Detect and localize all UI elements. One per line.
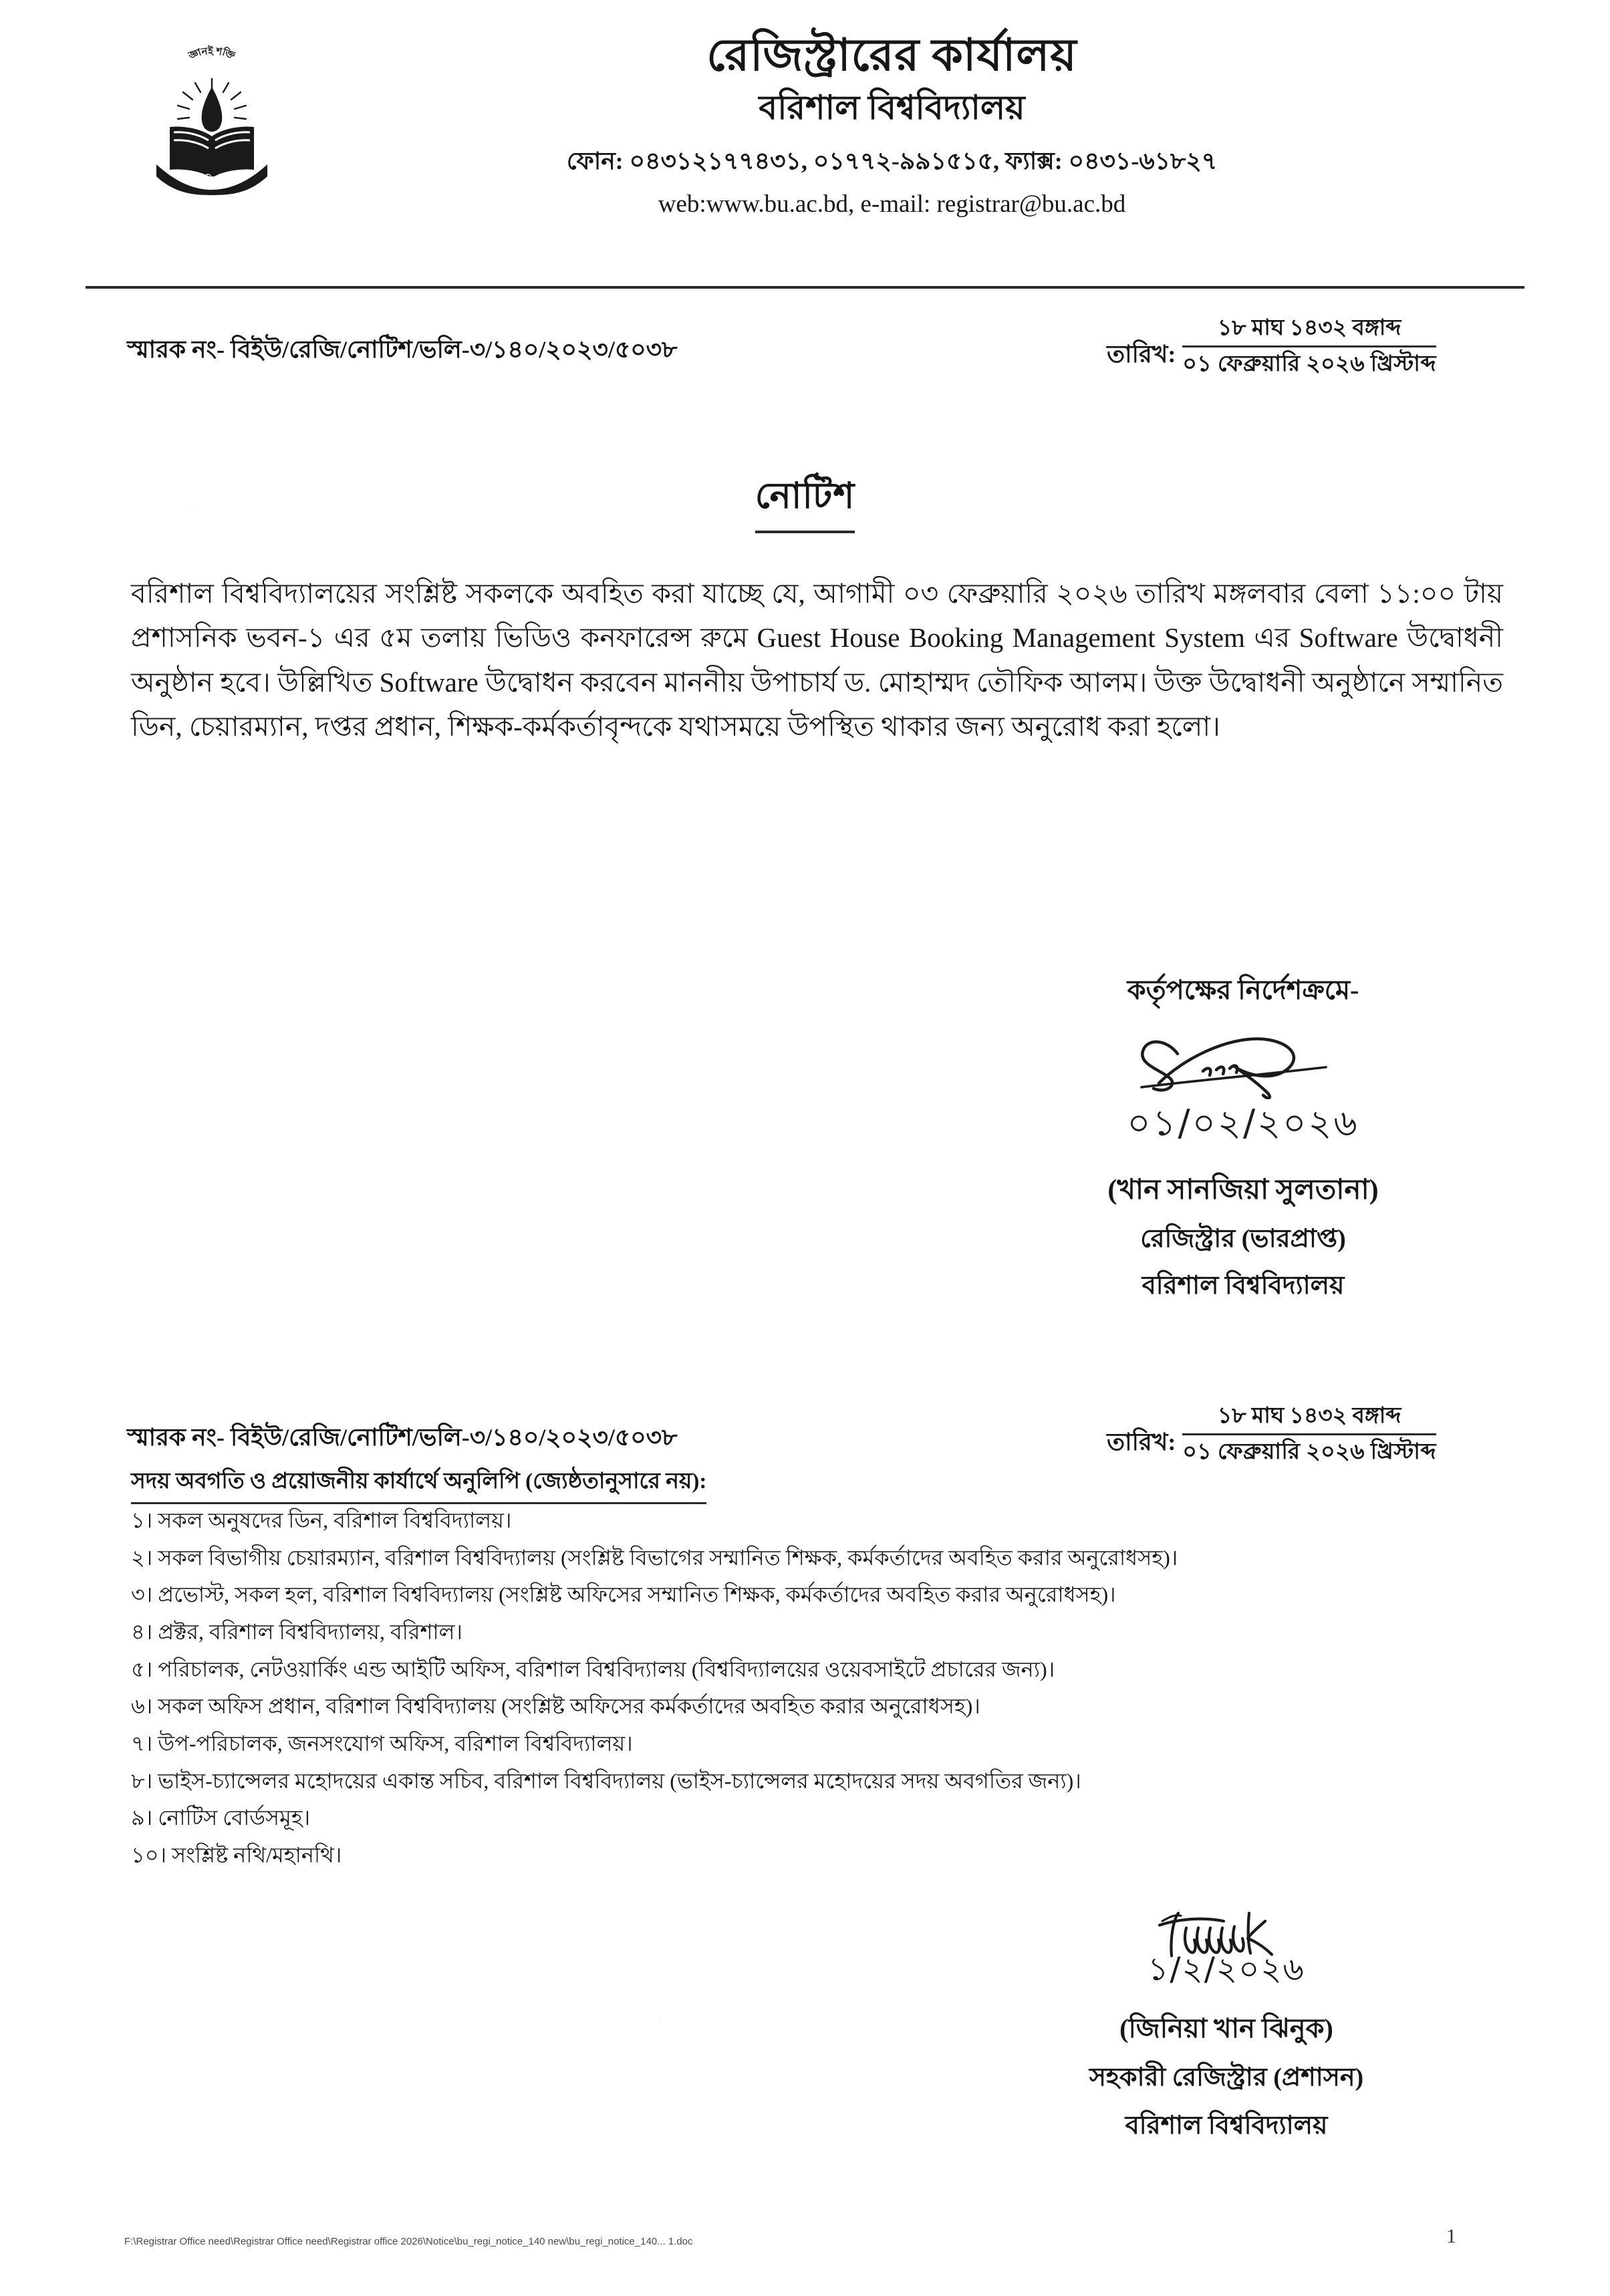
date-label-top: তারিখ: bbox=[1107, 340, 1176, 368]
notice-title-wrap bbox=[0, 468, 1610, 533]
assistant-registrar-organization: বরিশাল বিশ্ববিদ্যালয় bbox=[1125, 2112, 1328, 2140]
assistant-registrar-handwritten-date: ১/২/২০২৬ bbox=[1148, 1951, 1305, 1988]
letterhead-header bbox=[0, 29, 1610, 270]
list-item: ৮। ভাইস-চ্যান্সেলর মহোদয়ের একান্ত সচিব, বরিশাল বিশ্ববিদ্যালয় (ভাইস-চ্যান্সেলর মহোদয়ের সদয় অবগতির জন্য)। bbox=[131, 1768, 1081, 1793]
svg-text:জ্ঞানই শক্তি: জ্ঞানই শক্তি bbox=[187, 46, 237, 62]
memo-number-top: স্মারক নং- বিইউ/রেজি/নোটিশ/ভলি-৩/১৪০/২০২৩/৫০৩৮ bbox=[127, 336, 678, 363]
list-item: ৪। প্রক্টর, বরিশাল বিশ্ববিদ্যালয়, বরিশাল। bbox=[131, 1620, 462, 1644]
date-label-bottom: তারিখ: bbox=[1107, 1428, 1176, 1455]
contact-web-email-line: web:www.bu.ac.bd, e-mail: registrar@bu.ac.bd bbox=[658, 190, 1126, 219]
memo-number-bottom: স্মারক নং- বিইউ/রেজি/নোটিশ/ভলি-৩/১৪০/২০২৩/৫০৩৮ bbox=[127, 1424, 678, 1451]
by-order-of-authority-text: কর্তৃপক্ষের নির্দেশক্রমে- bbox=[1127, 975, 1359, 1005]
registrar-organization: বরিশাল বিশ্ববিদ্যালয় bbox=[1142, 1272, 1345, 1300]
signature-block-assistant-registrar bbox=[962, 1901, 1490, 2148]
letterhead-titles bbox=[254, 29, 1530, 219]
registrar-signature-ink bbox=[989, 1019, 1497, 1099]
header-divider-rule bbox=[86, 286, 1524, 289]
footer-file-path: F:\Registrar Office need\Registrar Office need\Registrar office 2026\Notice\bu_regi_notice_140 new\bu_regi_notice_140... 1.doc bbox=[124, 2236, 693, 2247]
distribution-list bbox=[131, 1502, 1503, 1874]
list-item: ২। সকল বিভাগীয় চেয়ারম্যান, বরিশাল বিশ্ববিদ্যালয় (সংশ্লিষ্ট বিভাগের সম্মানিত শিক্ষক, কর্মকর্তাদের অবহিত করার অনুরোধসহ)। bbox=[131, 1545, 1178, 1570]
date-bengali-bottom: ১৮ মাঘ ১৪৩২ বঙ্গাব্দ bbox=[1182, 1402, 1436, 1435]
contact-phone-line: ফোন: ০৪৩১২১৭৭৪৩১, ০১৭৭২-৯৯১৫১৫, ফ্যাক্স: ০৪৩১-৬১৮২৭ bbox=[566, 148, 1218, 175]
list-item: ১০। সংশ্লিষ্ট নথি/মহানথি। bbox=[131, 1843, 342, 1868]
page-number: 1 bbox=[1446, 2225, 1456, 2247]
date-stack-top bbox=[1182, 314, 1436, 379]
list-item: ১। সকল অনুষদের ডিন, বরিশাল বিশ্ববিদ্যালয়। bbox=[131, 1508, 512, 1532]
date-block-bottom bbox=[1107, 1402, 1436, 1467]
date-stack-bottom bbox=[1182, 1402, 1436, 1467]
assistant-registrar-designation: সহকারী রেজিস্ট্রার (প্রশাসন) bbox=[1089, 2063, 1364, 2092]
list-item: ৭। উপ-পরিচালক, জনসংযোগ অফিস, বরিশাল বিশ্ববিদ্যালয়। bbox=[131, 1731, 633, 1756]
office-title: রেজিস্ট্রারের কার্যালয় bbox=[706, 31, 1077, 80]
assistant-registrar-name: (জিনিয়া খান ঝিনুক) bbox=[1119, 2013, 1333, 2043]
notice-title: নোটিশ bbox=[755, 468, 855, 533]
svg-text:বরিশাল বিশ্ববিদ্যালয়: বরিশাল বিশ্ববিদ্যালয় bbox=[174, 170, 250, 186]
date-bengali-top: ১৮ মাঘ ১৪৩২ বঙ্গাব্দ bbox=[1182, 314, 1436, 347]
list-item: ৯। নোটিস বোর্ডসমূহ। bbox=[131, 1806, 311, 1830]
registrar-designation: রেজিস্ট্রার (ভারপ্রাপ্ত) bbox=[1140, 1225, 1346, 1253]
registrar-handwritten-date: ০১/০২/২০২৬ bbox=[1127, 1102, 1359, 1144]
distribution-list-heading: সদয় অবগতি ও প্রয়োজনীয় কার্যার্থে অনুলিপি (জ্যেষ্ঠতানুসারে নয়): bbox=[131, 1463, 706, 1504]
date-block-top bbox=[1107, 314, 1436, 379]
date-gregorian-bottom: ০১ ফেব্রুয়ারি ২০২৬ খ্রিস্টাব্দ bbox=[1182, 1439, 1436, 1464]
signature-block-registrar bbox=[989, 969, 1497, 1308]
list-item: ৫। পরিচালক, নেটওয়ার্কিং এন্ড আইটি অফিস, বরিশাল বিশ্ববিদ্যালয় (বিশ্ববিদ্যালয়ের ওয়েবসাইটে প্রচারের জন্য)। bbox=[131, 1657, 1055, 1681]
university-name: বরিশাল বিশ্ববিদ্যালয় bbox=[759, 89, 1025, 127]
list-item: ৩। প্রভোস্ট, সকল হল, বরিশাল বিশ্ববিদ্যালয় (সংশ্লিষ্ট অফিসের সম্মানিত শিক্ষক, কর্মকর্তাদের অবহিত করার অনুরোধসহ)। bbox=[131, 1582, 1116, 1607]
date-gregorian-top: ০১ ফেব্রুয়ারি ২০২৬ খ্রিস্টাব্দ bbox=[1182, 351, 1436, 376]
assistant-registrar-signature-ink bbox=[962, 1901, 1490, 1980]
list-item: ৬। সকল অফিস প্রধান, বরিশাল বিশ্ববিদ্যালয় (সংশ্লিষ্ট অফিসের কর্মকর্তাদের অবহিত করার অনুরোধসহ)। bbox=[131, 1694, 980, 1719]
notice-body-paragraph: বরিশাল বিশ্ববিদ্যালয়ের সংশ্লিষ্ট সকলকে অবহিত করা যাচ্ছে যে, আগামী ০৩ ফেব্রুয়ারি ২০২৬ তারিখ মঙ্গলবার বেলা ১১:০০ টায় প্রশাসনিক ভবন-১ এর ৫ম তলায় ভিডিও কনফারেন্স রুমে Guest House Booking Management System এর Software উদ্বোধনী অনুষ্ঠান হবে। উল্লিখিত Software উদ্বোধন করবেন মাননীয় উপাচার্য ড. মোহাম্মদ তৌফিক আলম। উক্ত উদ্বোধনী অনুষ্ঠানে সম্মানিত ডিন, চেয়ারম্যান, দপ্তর প্রধান, শিক্ষক-কর্মকর্তাবৃন্দকে যথাসময়ে উপস্থিত থাকার জন্য অনুরোধ করা হলো। bbox=[131, 578, 1503, 742]
registrar-name: (খান সানজিয়া সুলতানা) bbox=[1107, 1175, 1379, 1205]
